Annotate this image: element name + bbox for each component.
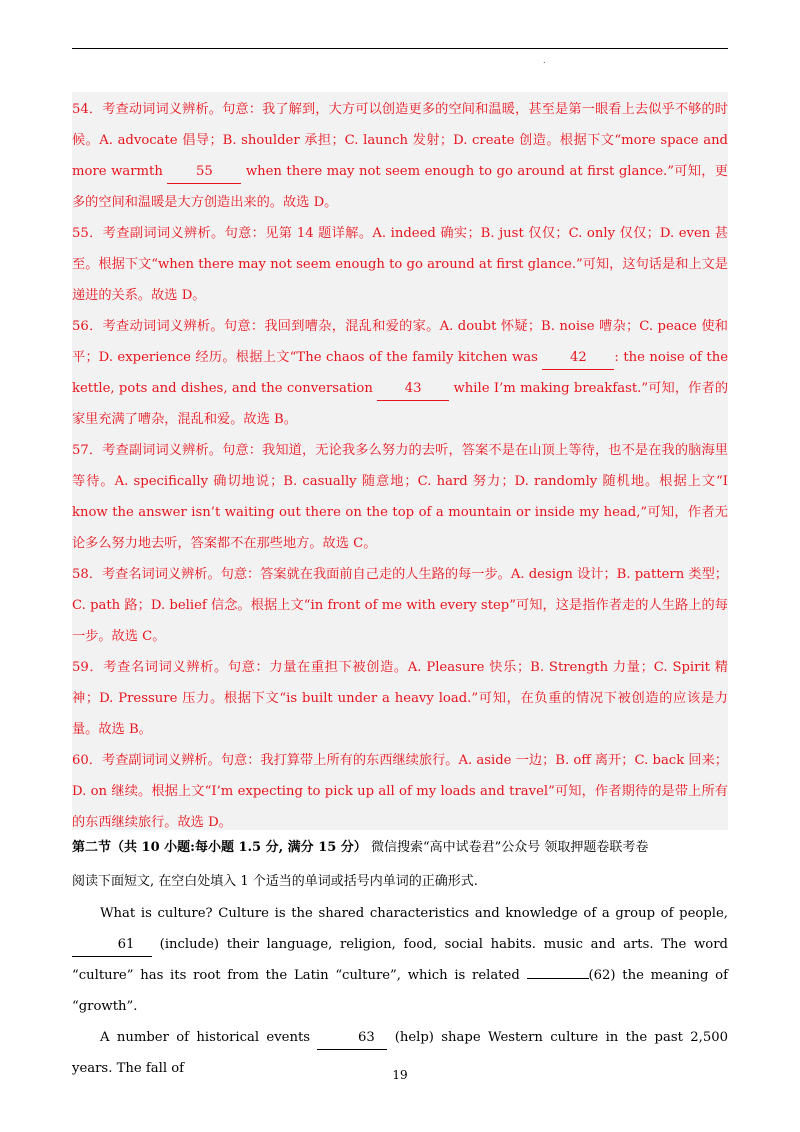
explanation-55: 55．考查副词词义辨析。句意：见第 14 题详解。A. indeed 确实；B. just 仅仅；C. only 仅仅；D. even 甚至。根据下文“when there may not seem enough to go around at first glance.”可知，这句话是和上文是递进的关系。故选 D。 [72, 226, 728, 303]
explanation-60: 60．考查副词词义辨析。句意：我打算带上所有的东西继续旅行。A. aside 一边；B. off 离开；C. back 回来；D. on 继续。根据上文“I’m expecting to pick up all of my loads and travel”可知，作者期待的是带上所有的东西继续旅行。故选 D。 [72, 753, 728, 830]
reading-passage [72, 898, 728, 1084]
answer-explanations [72, 94, 728, 838]
blank-61: 61 [72, 934, 152, 957]
blank-62 [527, 978, 589, 979]
section-title: 第二节（共 10 小题:每小题 1.5 分, 满分 15 分） [72, 840, 367, 855]
passage-paragraph-1: What is culture? Culture is the shared characteristics and knowledge of a group of people, 61 (include) their language, religion, food, social habits. music and arts. The word “culture” has its root from the Latin “culture”, which is related (62) the meaning of “growth”. [72, 906, 728, 1014]
promo-text: 微信搜索“高中试卷君”公众号 领取押题卷联考卷 [370, 840, 649, 855]
header-rule [72, 48, 728, 49]
section-header [72, 838, 728, 858]
section-instruction: 阅读下面短文, 在空白处填入 1 个适当的单词或括号内单词的正确形式. [72, 874, 478, 889]
explanation-57: 57．考查副词词义辨析。句意：我知道，无论我多么努力的去听，答案不是在山顶上等待，也不是在我的脑海里等待。A. specifically 确切地说；B. casually 随意地；C. hard 努力；D. randomly 随机地。根据上文“I know the answer isn’t waiting out there on the top of a mountain or inside my head,”可知，作者无论多么努力地去听，答案都不在那些地方。故选 C。 [72, 443, 728, 551]
blank-42: 42 [542, 347, 614, 370]
passage-paragraph-2: A number of historical events 63 (help) shape Western culture in the past 2,500 years. The fall of [72, 1022, 728, 1084]
blank-43: 43 [377, 378, 449, 401]
explanation-56: 56．考查动词词义辨析。句意：我回到嘈杂，混乱和爱的家。A. doubt 怀疑；B. noise 嘈杂；C. peace 使和平；D. experience 经历。根据上文“The chaos of the family kitchen was 42 : the noise of the kettle, pots and dishes, and the conversation 43 while I’m making breakfast.”可知，作者的家里充满了嘈杂，混乱和爱。故选 B。 [72, 319, 729, 427]
blank-63: 63 [317, 1027, 387, 1050]
explanation-59: 59．考查名词词义辨析。句意：力量在重担下被创造。A. Pleasure 快乐；B. Strength 力量；C. Spirit 精神；D. Pressure 压力。根据下文“is built under a heavy load.”可知，在负重的情况下被创造的应该是力量。故选 B。 [72, 660, 728, 737]
header-dot: . [543, 56, 546, 65]
page-number: 19 [392, 1068, 408, 1082]
blank-55: 55 [167, 161, 241, 184]
explanation-58: 58．考查名词词义辨析。句意：答案就在我面前自己走的人生路的每一步。A. design 设计；B. pattern 类型；C. path 路；D. belief 信念。根据上文“in front of me with every step”可知，这是指作者走的人生路上的每一步。故选 C。 [72, 567, 728, 644]
explanation-54: 54．考查动词词义辨析。句意：我了解到，大方可以创造更多的空间和温暖，甚至是第一眼看上去似乎不够的时候。A. advocate 倡导；B. shoulder 承担；C. launch 发射；D. create 创造。根据下文“more space and more warmth 55 when there may not seem enough to go around at first glance.”可知，更多的空间和温暖是大方创造出来的。故选 D。 [72, 102, 728, 210]
